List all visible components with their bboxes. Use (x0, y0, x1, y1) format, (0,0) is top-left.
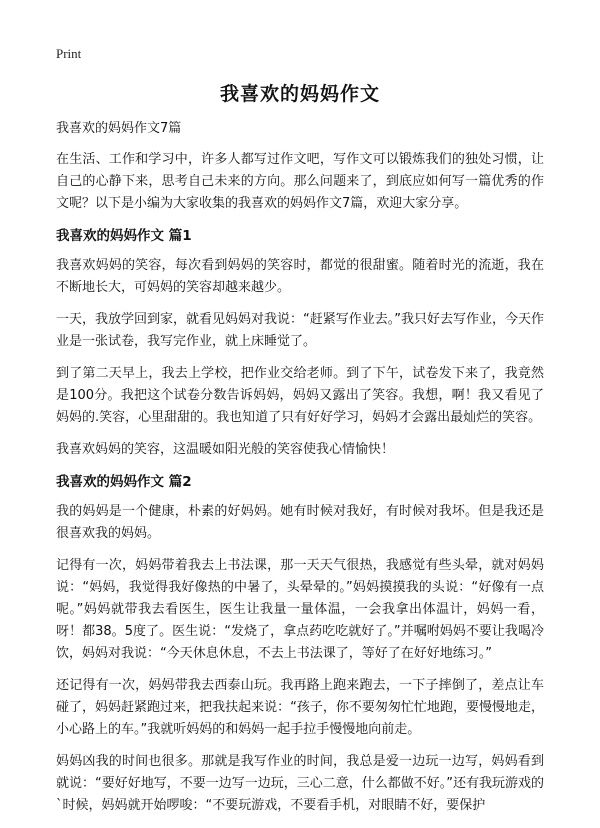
paragraph: 我喜欢妈妈的笑容，每次看到妈妈的笑容时，都觉的很甜蜜。随着时光的流逝，我在不断地长大，可妈妈的笑容却越来越少。 (56, 258, 544, 295)
paragraph: 一天，我放学回到家，就看见妈妈对我说：“赶紧写作业去。”我只好去写作业，今天作业是一张试卷，我写完作业，就上床睡觉了。 (56, 312, 544, 349)
paragraph: 记得有一次，妈妈带着我去上书法课，那一天天气很热，我感觉有些头晕，就对妈妈说：“妈妈，我觉得我好像热的中暑了，头晕晕的。”妈妈摸摸我的头说：“好像有一点呢。”妈妈就带我去看医生，医生让我量一量体温，一会我拿出体温计，妈妈一看，呀！都38。5度了。医生说：“发烧了，拿点药吃吃就好了。”并嘱咐妈妈不要让我喝冷饮，妈妈对我说：“今天休息休息，不去上书法课了，等好了在好好地练习。” (56, 558, 544, 661)
section-heading-2: 我喜欢的妈妈作文 篇2 (56, 474, 192, 490)
intro-paragraph: 在生活、工作和学习中，许多人都写过作文吧，写作文可以锻炼我们的独处习惯，让自己的心静下来，思考自己未来的方向。那么问题来了，到底应如何写一篇优秀的作文呢？以下是小编为大家收集的我喜欢的妈妈作文7篇，欢迎大家分享。 (56, 152, 544, 211)
paragraph: 还记得有一次，妈妈带我去西泰山玩。我再路上跑来跑去，一下子摔倒了，差点让车碰了，妈妈赶紧跑过来，把我扶起来说：“孩子，你不要匆匆忙忙地跑，要慢慢地走，小心路上的车。”我就听妈妈的和妈妈一起手拉手慢慢地向前走。 (56, 678, 544, 737)
print-label[interactable]: Print (56, 46, 82, 61)
paragraph: 我喜欢妈妈的笑容，这温暖如阳光般的笑容使我心情愉快！ (56, 442, 395, 457)
paragraph: 到了第二天早上，我去上学校，把作业交给老师。到了下午，试卷发下来了，我竟然是100分。我把这个试卷分数告诉妈妈，妈妈又露出了笑容。我想，啊！我又看见了妈妈的.笑容，心里甜甜的。我也知道了只有好好学习，妈妈才会露出最灿烂的笑容。 (56, 366, 544, 425)
paragraph: 妈妈凶我的时间也很多。那就是我写作业的时间，我总是爱一边玩一边写，妈妈看到就说：“要好好地写，不要一边写一边玩，三心二意，什么都做不好。”还有我玩游戏的`时候，妈妈就开始啰唆：“不要玩游戏，不要看手机，对眼睛不好，要保护 (56, 754, 544, 813)
document-body (56, 118, 544, 827)
section-heading-1: 我喜欢的妈妈作文 篇1 (56, 228, 192, 244)
subtitle: 我喜欢的妈妈作文7篇 (56, 121, 182, 136)
paragraph: 我的妈妈是一个健康，朴素的好妈妈。她有时候对我好，有时候对我坏。但是我还是很喜欢我的妈妈。 (56, 504, 544, 541)
page-title: 我喜欢的妈妈作文 (219, 83, 380, 105)
